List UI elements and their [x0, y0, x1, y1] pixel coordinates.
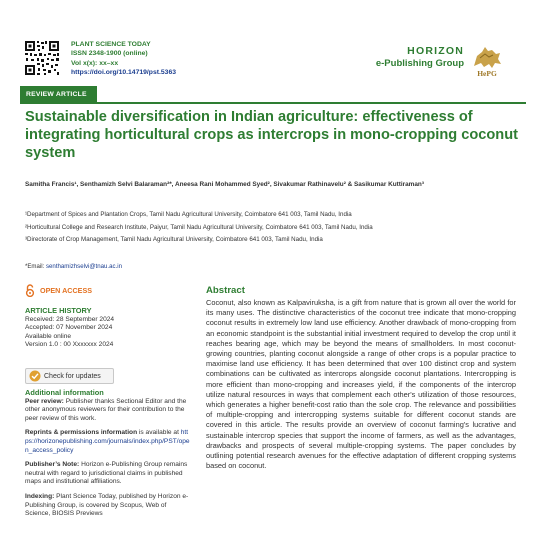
journal-volume: Vol x(x): xx–xx	[71, 59, 119, 67]
history-available: Available online	[25, 332, 72, 340]
additional-info	[25, 389, 190, 519]
header-divider	[20, 102, 526, 104]
affiliations	[25, 209, 525, 247]
publisher-logo-text: HePG	[477, 69, 497, 78]
publisher-line2: e-Publishing Group	[375, 58, 464, 69]
check-for-updates-button[interactable]	[25, 368, 114, 384]
article-type-badge: REVIEW ARTICLE	[20, 86, 97, 103]
reprints-text: is available at	[137, 429, 181, 437]
indexing-note	[25, 493, 190, 519]
history-received: Received: 28 September 2024	[25, 315, 115, 323]
reprints-label: Reprints & permissions information	[25, 429, 138, 437]
indexing-text: Plant Science Today, published by Horizon e-Publishing Group, is covered by Scopus, Web of Science, BIOSIS Previews	[25, 492, 189, 518]
abstract-heading: Abstract	[206, 285, 245, 296]
email-label: *Email:	[25, 263, 46, 270]
doi-link[interactable]: https://doi.org/10.14719/pst.5363	[71, 69, 177, 77]
open-access-label: OPEN ACCESS	[40, 286, 93, 295]
journal-issn: ISSN 2348-1900 (online)	[71, 50, 148, 58]
publisher-note	[25, 461, 190, 487]
affiliation-item: ¹Department of Spices and Plantation Crops, Tamil Nadu Agricultural University, Coimbatore 641 003, Tamil Nadu, India	[25, 211, 352, 218]
affiliation-item: ²Horticultural College and Research Institute, Paiyur, Tamil Nadu Agricultural University, Coimbatore 641 003, Tamil Nadu, India	[25, 223, 373, 231]
indexing-label: Indexing:	[25, 492, 55, 500]
publisher-note-text: Horizon e-Publishing Group remains neutral with regard to jurisdictional claims in published maps and institutional affiliations.	[25, 461, 188, 486]
qr-code-icon	[24, 40, 60, 76]
reprints-note	[25, 429, 190, 455]
journal-name: PLANT SCIENCE TODAY	[71, 41, 151, 48]
additional-heading: Additional information	[25, 388, 104, 397]
journal-meta	[71, 40, 176, 78]
check-updates-icon	[29, 370, 41, 382]
abstract-text: Coconut, also known as Kalpavirukshа, is a gift from nature that is grown all over the world for its many uses. The distinctive characteristics of the coconut tree indicate that mono-cropping coconut results in extremely low land use efficiency. Another drawback of mono-cropping from an economic standpoint is the substantial initial investment required to develop the crop until it reaches bearing age, which may be beyond the means of smallholders. In most coconut-growing countries, planting coconut alongside a range of other crops is a popular practice to maximise land use efficiency. It has been determined that over 100 distinct crop and system combinations can be cultivated as intercrops alongside coconut plantations. Intercropping is more efficient than mono-cropping and increases yield, if the components of the intercrop utilize natural resources in ways that complement each other's utilization of those resources, which generates a higher benefit-cost ratio than the sole crop. The relevance and possibilities of multiple-cropping and intercropping systems suitable for different coconut stands are covered in this article. The results provide an overview of coconut farming's lucrative and sustainable intercrop species that support the income of farmers, as well as the advantages, drawbacks and prospects of several multiple-cropping systems. The paper concludes by outlining potential research avenues for the effective adaptation of different cropping systems based on coconut.	[206, 298, 516, 471]
author-list: Samitha Francis¹, Senthamizh Selvi Balaraman²*, Aneesa Rani Mohammed Syed², Sivakumar Rathinavelu² & Sasikumar Kuttiraman³	[25, 181, 424, 188]
history-version: Version 1.0 : 00 Xxxxxxx 2024	[25, 341, 114, 349]
peer-review-note	[25, 398, 190, 424]
reprints-link[interactable]: https://horizonepublishing.com/journals/index.php/PST/open_access_policy	[25, 429, 190, 454]
open-access-lock-icon	[25, 284, 35, 297]
publisher-line1: HORIZON	[407, 45, 464, 57]
affiliation-item: ³Directorate of Crop Management, Tamil Nadu Agricultural University, Coimbatore 641 003, Tamil Nadu, India	[25, 236, 323, 243]
history-accepted: Accepted: 07 November 2024	[25, 324, 113, 332]
publisher-name	[376, 45, 464, 70]
peer-review-label: Peer review:	[25, 397, 64, 405]
corresponding-email	[25, 263, 122, 270]
email-link[interactable]: senthamizhselvi@tnau.ac.in	[46, 263, 122, 270]
history-heading: ARTICLE HISTORY	[25, 306, 92, 315]
article-title: Sustainable diversification in Indian agriculture: effectiveness of integrating horticultural crops as intercrops in mono-cropping coconut system	[25, 109, 518, 161]
check-for-updates-label: Check for updates	[44, 372, 101, 380]
open-access-badge	[25, 284, 92, 297]
publisher-note-label: Publisher’s Note:	[25, 461, 80, 469]
article-history	[25, 307, 190, 350]
peer-review-text: Publisher thanks Sectional Editor and the other anonymous reviewers for their contribution to the peer review of this work.	[25, 397, 187, 422]
